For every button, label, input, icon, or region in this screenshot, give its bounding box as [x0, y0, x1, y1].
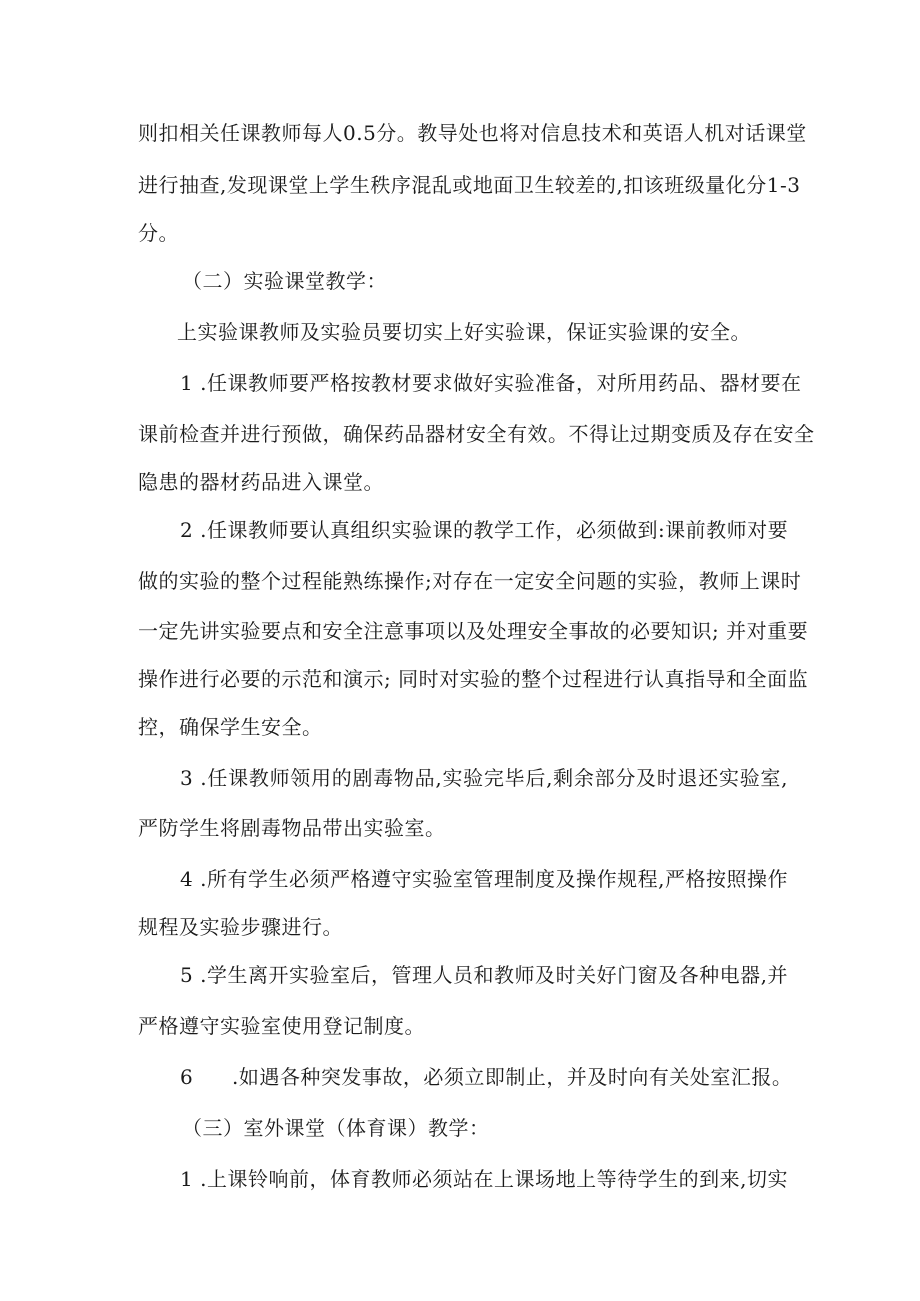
list-number: 6	[180, 1065, 194, 1089]
text-line: 规程及实验步骤进行。	[138, 915, 343, 939]
text-line: 则扣相关任课教师每人0.5分。教导处也将对信息技术和英语人机对话课堂	[138, 121, 807, 145]
text-line: 控，确保学生安全。	[138, 715, 323, 739]
text-line: 做的实验的整个过程能熟练操作;对存在一定安全问题的实验，教师上课时	[138, 569, 802, 593]
text-line: 课前检查并进行预做，确保药品器材安全有效。不得让过期变质及存在安全	[138, 422, 815, 446]
text-line: 严防学生将剧毒物品带出实验室。	[138, 816, 446, 840]
text-line: 严格遵守实验室使用登记制度。	[138, 1014, 425, 1038]
text-line: 2 .任课教师要认真组织实验课的教学工作，必须做到:课前教师对要	[180, 518, 789, 542]
text-line: 1 .任课教师要严格按教材要求做好实验准备，对所用药品、器材要在	[180, 371, 802, 395]
text-line: 操作进行必要的示范和演示; 同时对实验的整个过程进行认真指导和全面监	[138, 667, 809, 691]
text-line: 进行抽查,发现课堂上学生秩序混乱或地面卫生较差的,扣该班级量化分1-3	[138, 173, 801, 197]
text-line: 4 .所有学生必须严格遵守实验室管理制度及操作规程,严格按照操作	[180, 867, 788, 891]
section-heading: （二）实验课堂教学：	[182, 269, 387, 293]
text-line: 隐患的器材药品进入课堂。	[138, 470, 384, 494]
text-line: 1 .上课铃响前，体育教师必须站在上课场地上等待学生的到来,切实	[180, 1167, 788, 1191]
text-line: 一定先讲实验要点和安全注意事项以及处理安全事故的必要知识; 并对重要	[138, 619, 809, 643]
text-line: 5 .学生离开实验室后，管理人员和教师及时关好门窗及各种电器,并	[180, 963, 788, 987]
section-heading: （三）室外课堂（体育课）教学：	[182, 1116, 490, 1140]
text-line: 3 .任课教师领用的剧毒物品,实验完毕后,剩余部分及时退还实验室,	[180, 766, 788, 790]
text-line: 分。	[138, 221, 179, 245]
text-line: .如遇各种突发事故，必须立即制止，并及时向有关处室汇报。	[232, 1065, 793, 1089]
text-line: 上实验课教师及实验员要切实上好实验课，保证实验课的安全。	[177, 320, 751, 344]
